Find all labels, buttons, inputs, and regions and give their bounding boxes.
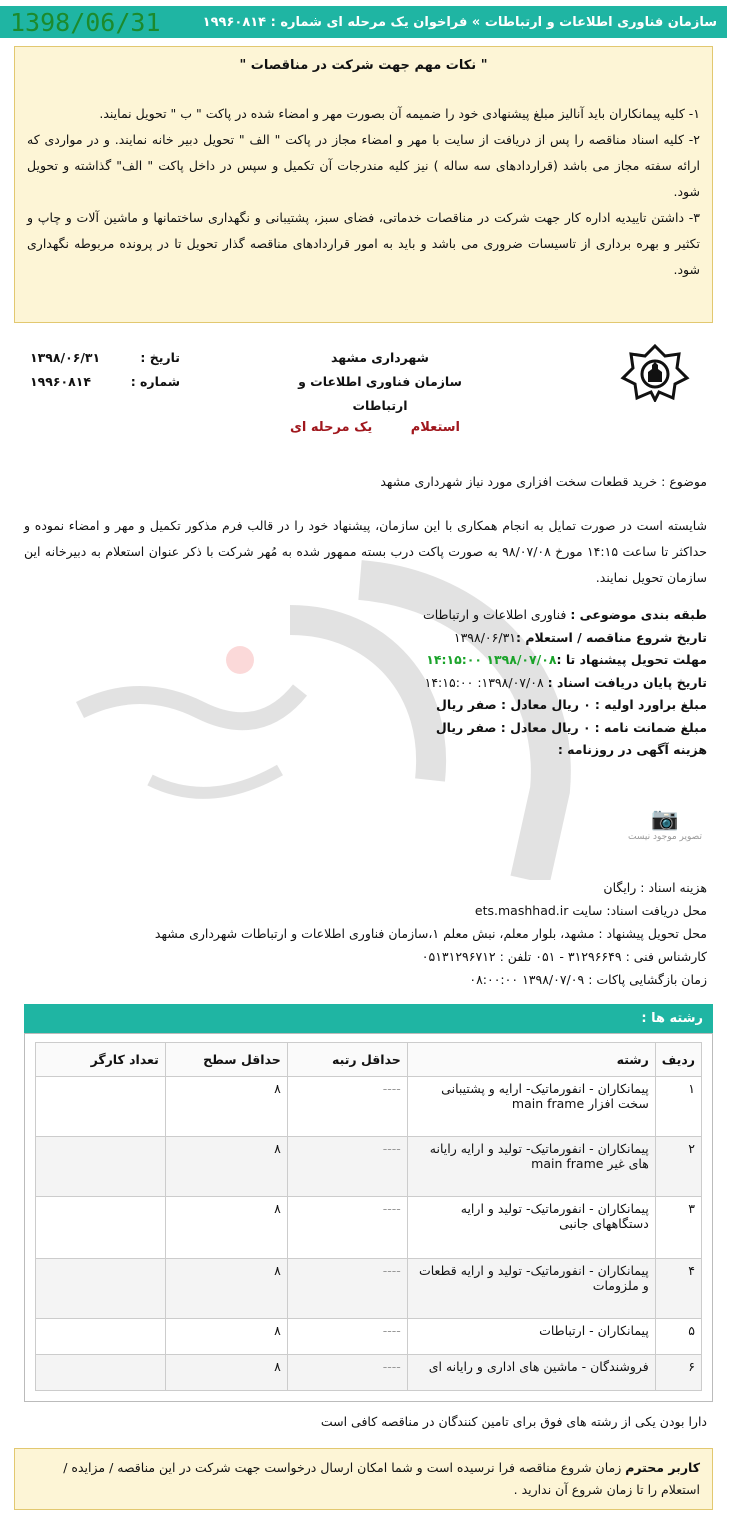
row-field: فروشندگان - ماشین های اداری و رایانه ای bbox=[407, 1355, 655, 1391]
letter-meta bbox=[30, 346, 180, 394]
row-level: ۸ bbox=[165, 1355, 287, 1391]
table-row bbox=[36, 1137, 702, 1197]
doc-cost-label: هزینه اسناد : bbox=[640, 880, 707, 895]
category-label: طبقه بندی موضوعی : bbox=[570, 607, 707, 622]
row-rank: ---- bbox=[287, 1137, 407, 1197]
category-value: فناوری اطلاعات و ارتباطات bbox=[422, 607, 567, 622]
col-index: ردیف bbox=[655, 1043, 701, 1077]
row-level: ۸ bbox=[165, 1197, 287, 1259]
deadline-value: ۱۳۹۸/۰۷/۰۸ ۱۴:۱۵:۰۰ bbox=[426, 652, 557, 667]
expert-label: کارشناس فنی : bbox=[625, 949, 707, 964]
row-field: پیمانکاران - انفورماتیک- ارایه و پشتیبانی سخت افزار main frame bbox=[407, 1077, 655, 1137]
camera-icon: 📷 bbox=[651, 807, 679, 832]
delivery-value: مشهد، بلوار معلم، نبش معلم ۱،سازمان فناوری اطلاعات و ارتباطات شهرداری مشهد bbox=[154, 926, 595, 941]
header-title: سازمان فناوری اطلاعات و ارتباطات » فراخوان یک مرحله ای شماره : ۱۹۹۶۰۸۱۴ bbox=[202, 14, 717, 30]
row-workers bbox=[36, 1319, 166, 1355]
table-row bbox=[36, 1197, 702, 1259]
warning-bold: کاربر محترم bbox=[625, 1460, 700, 1475]
row-field: پیمانکاران - انفورماتیک- تولید و ارایه دستگاههای جانبی bbox=[407, 1197, 655, 1259]
start-warning-box bbox=[14, 1448, 713, 1510]
col-min-rank: حداقل رتبه bbox=[287, 1043, 407, 1077]
table-row bbox=[36, 1259, 702, 1319]
row-workers bbox=[36, 1077, 166, 1137]
table-row bbox=[36, 1319, 702, 1355]
row-index: ۳ bbox=[655, 1197, 701, 1259]
date-label: تاریخ : bbox=[140, 350, 180, 365]
fields-table-box bbox=[24, 1033, 713, 1402]
note-item: ۲- کلیه اسناد مناقصه را پس از دریافت از سایت با مهر و امضاء مجاز در پاکت " الف " تحویل دبیر خانه نمایند. و در مواردی که ارائه سفته مجاز می باشد (قراردادهای سه ساله ) نیز کلیه مندرجات آن تکمیل و سپس در داخل پاکت " الف" گذاشته و تحویل شود. bbox=[27, 132, 700, 199]
estimate-value: ۰ ریال معادل : صفر ریال bbox=[436, 697, 591, 712]
guarantee-label: مبلغ ضمانت نامه : bbox=[594, 719, 707, 735]
warning-text: زمان شروع مناقصه فرا نرسیده است و شما امکان ارسال درخواست جهت شرکت در این مناقصه / مزایده / استعلام را تا زمان شروع آن ندارید . bbox=[63, 1460, 700, 1497]
date-badge: 1398/06/31 bbox=[10, 7, 161, 37]
row-index: ۶ bbox=[655, 1355, 701, 1391]
row-index: ۱ bbox=[655, 1077, 701, 1137]
org-line-2: سازمان فناوری اطلاعات و ارتباطات bbox=[298, 374, 462, 413]
row-workers bbox=[36, 1259, 166, 1319]
tender-kind-1: استعلام bbox=[410, 420, 460, 435]
start-label: تاریخ شروع مناقصه / استعلام : bbox=[516, 629, 707, 645]
row-rank: ---- bbox=[287, 1197, 407, 1259]
tender-info bbox=[24, 604, 707, 762]
delivery-label: محل تحویل پیشنهاد : bbox=[598, 926, 707, 941]
col-field: رشته bbox=[407, 1043, 655, 1077]
row-rank: ---- bbox=[287, 1355, 407, 1391]
fields-footnote: دارا بودن یکی از رشته های فوق برای تامین کنندگان در مناقصه کافی است bbox=[320, 1414, 707, 1429]
organization-name bbox=[280, 346, 480, 418]
page-header bbox=[0, 6, 727, 38]
col-workers: تعداد کارگر bbox=[36, 1043, 166, 1077]
table-row bbox=[36, 1355, 702, 1391]
tender-info-2 bbox=[24, 876, 707, 991]
guarantee-value: ۰ ریال معادل : صفر ریال bbox=[435, 719, 591, 735]
row-field: پیمانکاران - انفورماتیک- تولید و ارایه رایانه های غیر main frame bbox=[407, 1137, 655, 1197]
row-workers bbox=[36, 1137, 166, 1197]
subject-line: موضوع : خرید قطعات سخت افزاری مورد نیاز شهرداری مشهد bbox=[380, 474, 707, 489]
row-index: ۴ bbox=[655, 1259, 701, 1319]
tender-type bbox=[290, 420, 460, 435]
number-label: شماره : bbox=[130, 374, 180, 389]
expert-value: ۳۱۲۹۶۶۴۹ - ۰۵۱ bbox=[535, 949, 622, 964]
col-min-level: حداقل سطح bbox=[165, 1043, 287, 1077]
row-workers bbox=[36, 1355, 166, 1391]
row-level: ۸ bbox=[165, 1319, 287, 1355]
note-item: ۱- کلیه پیمانکاران باید آنالیز مبلغ پیشنهادی خود را ضمیمه آن بصورت مهر و امضاء شده در پاکت " ب " تحویل نمایند. bbox=[99, 106, 700, 121]
no-image-placeholder bbox=[625, 807, 705, 842]
row-rank: ---- bbox=[287, 1077, 407, 1137]
row-rank: ---- bbox=[287, 1319, 407, 1355]
start-value: ۱۳۹۸/۰۶/۳۱ bbox=[453, 629, 516, 645]
note-item: ۳- داشتن تاییدیه اداره کار جهت شرکت در مناقصات خدماتی، فضای سبز، پشتیبانی و نگهداری ساختمانها و ماشین آلات و چاپ و تکثیر و بهره برداری از تاسیسات ضروری می باشد و باید به امور قراردادهای مناقصه گذار تحویل تا در پرونده مربوطه نگهداری شود. bbox=[27, 210, 700, 277]
phone-value: ۰۵۱۳۱۲۹۶۷۱۲ bbox=[421, 949, 496, 964]
doc-cost-value: رایگان bbox=[603, 880, 637, 895]
row-level: ۸ bbox=[165, 1137, 287, 1197]
table-row bbox=[36, 1077, 702, 1137]
mashhad-municipality-logo-icon bbox=[619, 342, 691, 402]
fields-ribbon: رشته ها : bbox=[24, 1004, 713, 1033]
docs-end-value: ۱۳۹۸/۰۷/۰۸: ۱۴:۱۵:۰۰ bbox=[424, 674, 544, 690]
number-value: ۱۹۹۶۰۸۱۴ bbox=[30, 374, 92, 389]
opening-label: زمان بازگشایی پاکات : bbox=[588, 972, 707, 987]
docs-end-label: تاریخ پایان دریافت اسناد : bbox=[547, 674, 707, 690]
table-header-row bbox=[36, 1043, 702, 1077]
letter-body: شایسته است در صورت تمایل به انجام همکاری با این سازمان، پیشنهاد خود را در قالب فرم مذکور تکمیل و مهر و امضاء نموده و حداکثر تا ساعت ۱۴:۱۵ مورخ ۹۸/۰۷/۰۸ به صورت پاکت درب بسته ممهور شده به مُهر شرکت با ذکر عنوان استعلام به دبیرخانه این سازمان تحویل نمایند. bbox=[24, 518, 707, 585]
ad-cost-label: هزینه آگهی در روزنامه : bbox=[557, 742, 707, 757]
row-level: ۸ bbox=[165, 1077, 287, 1137]
date-value: ۱۳۹۸/۰۶/۳۱ bbox=[30, 350, 101, 365]
fields-table bbox=[35, 1042, 702, 1391]
deadline-label: مهلت تحویل پیشنهاد تا : bbox=[556, 652, 707, 667]
doc-place-label: محل دریافت اسناد: bbox=[606, 903, 707, 918]
row-workers bbox=[36, 1197, 166, 1259]
no-image-text: تصویر موجود نیست bbox=[628, 832, 702, 842]
row-field: پیمانکاران - ارتباطات bbox=[407, 1319, 655, 1355]
important-notes-box bbox=[14, 46, 713, 323]
row-field: پیمانکاران - انفورماتیک- تولید و ارایه قطعات و ملزومات bbox=[407, 1259, 655, 1319]
row-rank: ---- bbox=[287, 1259, 407, 1319]
row-index: ۵ bbox=[655, 1319, 701, 1355]
notes-title: " نکات مهم جهت شرکت در مناقصات " bbox=[239, 58, 488, 73]
tender-kind-2: یک مرحله ای bbox=[290, 420, 373, 435]
org-line-1: شهرداری مشهد bbox=[331, 350, 429, 365]
estimate-label: مبلغ براورد اولیه : bbox=[594, 697, 707, 712]
doc-place-value[interactable]: سایت ets.mashhad.ir bbox=[474, 903, 603, 918]
phone-label: تلفن : bbox=[499, 949, 532, 964]
row-level: ۸ bbox=[165, 1259, 287, 1319]
opening-value: ۱۳۹۸/۰۷/۰۹ ۰۸:۰۰:۰۰ bbox=[469, 972, 585, 987]
row-index: ۲ bbox=[655, 1137, 701, 1197]
